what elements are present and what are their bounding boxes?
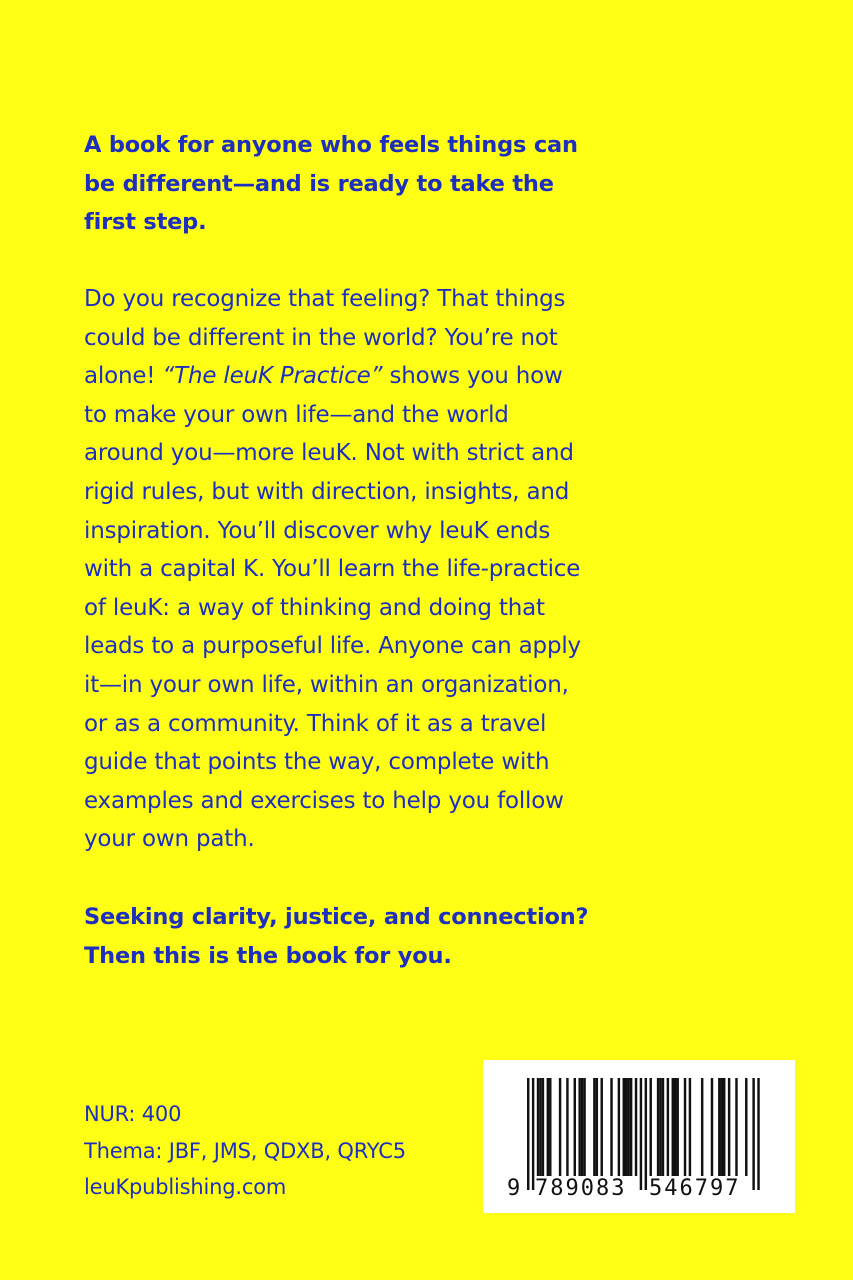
barcode-bar [578,1078,580,1176]
body-line: examples and exercises to help you follow [84,787,564,814]
barcode-bar [601,1078,603,1176]
barcode-bar [745,1078,747,1176]
barcode-bar [721,1078,723,1176]
barcode-bar [581,1078,583,1176]
barcode-bar [596,1078,598,1176]
barcode-bar [549,1078,551,1176]
headline-line: A book for anyone who feels things can [84,132,578,158]
body-line: leads to a purposeful life. Anyone can apply [84,633,581,660]
body-line: Do you recognize that feeling? That things [84,286,566,312]
barcode-bar [623,1078,625,1176]
barcode-bar [735,1078,737,1176]
body-line: could be different in the world? You’re not [84,324,558,351]
barcode-bar [547,1078,549,1176]
barcode-bar [667,1078,669,1176]
barcode-left-group: 789083 [535,1176,627,1201]
body-line: to make your own life—and the world [84,401,509,428]
body-line: your own path. [84,826,255,853]
barcode-bar [593,1078,595,1176]
barcode-right-group: 546797 [649,1176,741,1201]
headline-line: be different—and is ready to take the [84,170,554,197]
barcode-bar [574,1078,576,1176]
barcode-bar [701,1078,703,1176]
barcode-bar [532,1078,534,1190]
barcode-bar [684,1078,686,1176]
barcode-bar [625,1078,627,1176]
barcode-bar [657,1078,659,1176]
barcode-bar [672,1078,674,1176]
barcode-prefix-digit: 9 [507,1176,523,1201]
barcode-bar [659,1078,661,1176]
headline-line: first step. [84,209,207,235]
barcode-bar [640,1078,642,1190]
barcode-bar [645,1078,647,1190]
barcode-bar [566,1078,568,1176]
barcode-bar [718,1078,720,1176]
barcode-bar [757,1078,759,1190]
barcode-bar [674,1078,676,1176]
barcode-bar [542,1078,544,1176]
body-line: of leuK: a way of thinking and doing that [84,594,545,621]
thema-codes: Thema: JBF, JMS, QDXB, QRYC5 [84,1138,406,1163]
barcode-bar [723,1078,725,1176]
barcode-bar [711,1078,713,1176]
blurb-body [84,280,664,859]
publication-metadata [84,1096,406,1206]
barcode-bar [752,1078,754,1190]
headline [84,126,674,242]
body-line: inspiration. You’ll discover why leuK ends [84,517,551,544]
barcode-bar [559,1078,561,1176]
closing-line: Seeking clarity, justice, and connection? [84,904,589,930]
barcode-bar [662,1078,664,1176]
body-text-segment: alone! [84,363,163,390]
body-line: guide that points the way, complete with [84,749,550,776]
body-line: around you—more leuK. Not with strict and [84,440,574,467]
barcode-bar [527,1078,529,1190]
barcode-bar [539,1078,541,1176]
barcode-bar [610,1078,612,1176]
barcode-bar [537,1078,539,1176]
body-text-segment: shows you how [382,363,563,390]
barcode-bar [635,1078,637,1176]
closing-line: Then this is the book for you. [84,942,452,969]
body-line: with a capital K. You’ll learn the life-practice [84,556,581,583]
publisher-website: leuKpublishing.com [84,1175,287,1199]
barcode-bar [676,1078,678,1176]
nur-code: NUR: 400 [84,1102,182,1126]
barcode-bar [689,1078,691,1176]
barcode-bar [728,1078,730,1176]
barcode-bar [618,1078,620,1176]
barcode-bar [650,1078,652,1176]
isbn-barcode [483,1060,795,1213]
barcode-bar [630,1078,632,1176]
book-title: “The leuK Practice” [162,363,383,390]
barcode-bars-icon [483,1060,795,1213]
body-line [84,357,664,396]
closing-tagline [84,898,674,975]
body-line: or as a community. Think of it as a travel [84,710,547,737]
body-line: it—in your own life, within an organization, [84,671,569,698]
barcode-bar [583,1078,585,1176]
body-line: rigid rules, but with direction, insights, and [84,478,570,505]
barcode-bar [627,1078,629,1176]
